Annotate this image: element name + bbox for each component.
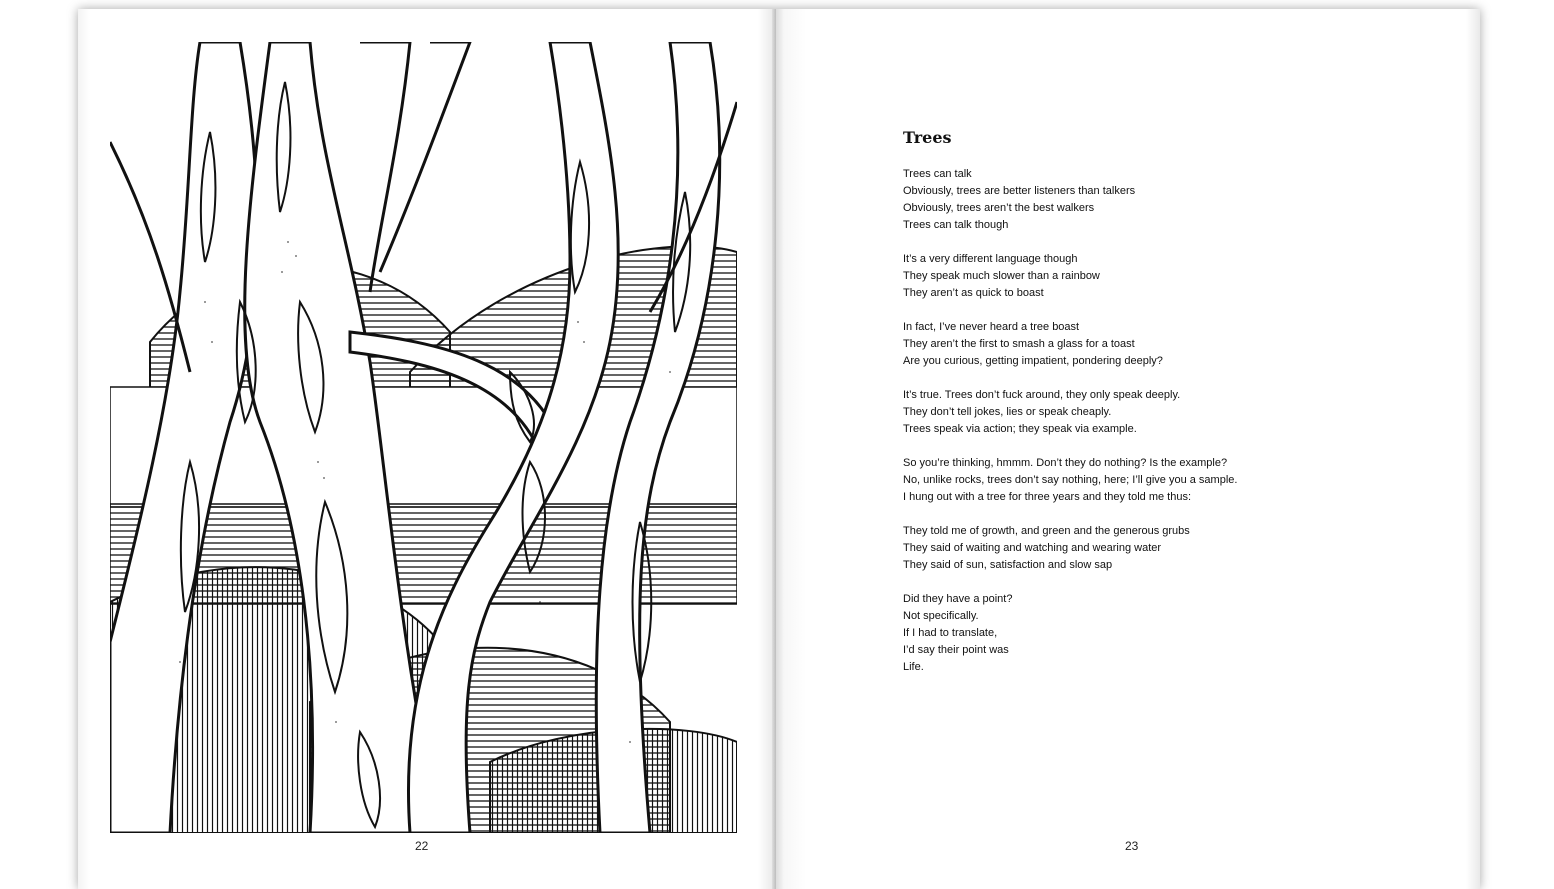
poem-line: Life.	[903, 661, 924, 673]
poem-stanza	[903, 166, 1423, 234]
poem-stanza	[903, 319, 1423, 370]
poem-line: They said of sun, satisfaction and slow sap	[903, 559, 1113, 571]
poem-line: They aren’t as quick to boast	[903, 287, 1044, 299]
poem-title: Trees	[903, 128, 952, 147]
trees-line-drawing	[110, 42, 737, 833]
book-spread	[78, 9, 1480, 889]
right-page	[776, 9, 1480, 889]
poem-line: Trees can talk	[903, 168, 972, 180]
poem-line: Obviously, trees are better listeners than talkers	[903, 185, 1136, 197]
page-number-left: 22	[415, 839, 429, 853]
trees-illustration	[110, 42, 737, 833]
poem-line: They said of waiting and watching and wearing water	[903, 542, 1162, 554]
poem-line: I’d say their point was	[903, 644, 1009, 656]
poem-line: They told me of growth, and green and the generous grubs	[903, 525, 1190, 537]
poem-line: Trees speak via action; they speak via example.	[903, 423, 1137, 435]
poem-line: If I had to translate,	[903, 627, 998, 639]
poem-stanza	[903, 455, 1423, 506]
poem-line: No, unlike rocks, trees don’t say nothing, here; I’ll give you a sample.	[903, 474, 1238, 486]
poem-line: Not specifically.	[903, 610, 979, 622]
poem-line: In fact, I’ve never heard a tree boast	[903, 321, 1080, 333]
poem-line: Trees can talk though	[903, 219, 1009, 231]
poem-line: Obviously, trees aren’t the best walkers	[903, 202, 1095, 214]
poem-line: They aren’t the first to smash a glass for a toast	[903, 338, 1135, 350]
poem-line: So you’re thinking, hmmm. Don’t they do nothing? Is the example?	[903, 457, 1228, 469]
poem-line: I hung out with a tree for three years and they told me thus:	[903, 491, 1191, 503]
poem-line: Are you curious, getting impatient, pondering deeply?	[903, 355, 1163, 367]
poem-line: They speak much slower than a rainbow	[903, 270, 1100, 282]
page-number-right: 23	[1125, 839, 1139, 853]
poem-stanza	[903, 387, 1423, 438]
poem-line: Did they have a point?	[903, 593, 1013, 605]
poem-stanza	[903, 523, 1423, 574]
poem-line: It’s a very different language though	[903, 253, 1078, 265]
poem-line: It’s true. Trees don’t fuck around, they only speak deeply.	[903, 389, 1181, 401]
poem-line: They don’t tell jokes, lies or speak cheaply.	[903, 406, 1112, 418]
left-page	[78, 9, 776, 889]
poem-stanza	[903, 251, 1423, 302]
poem-stanza	[903, 591, 1423, 676]
poem	[903, 127, 1423, 693]
